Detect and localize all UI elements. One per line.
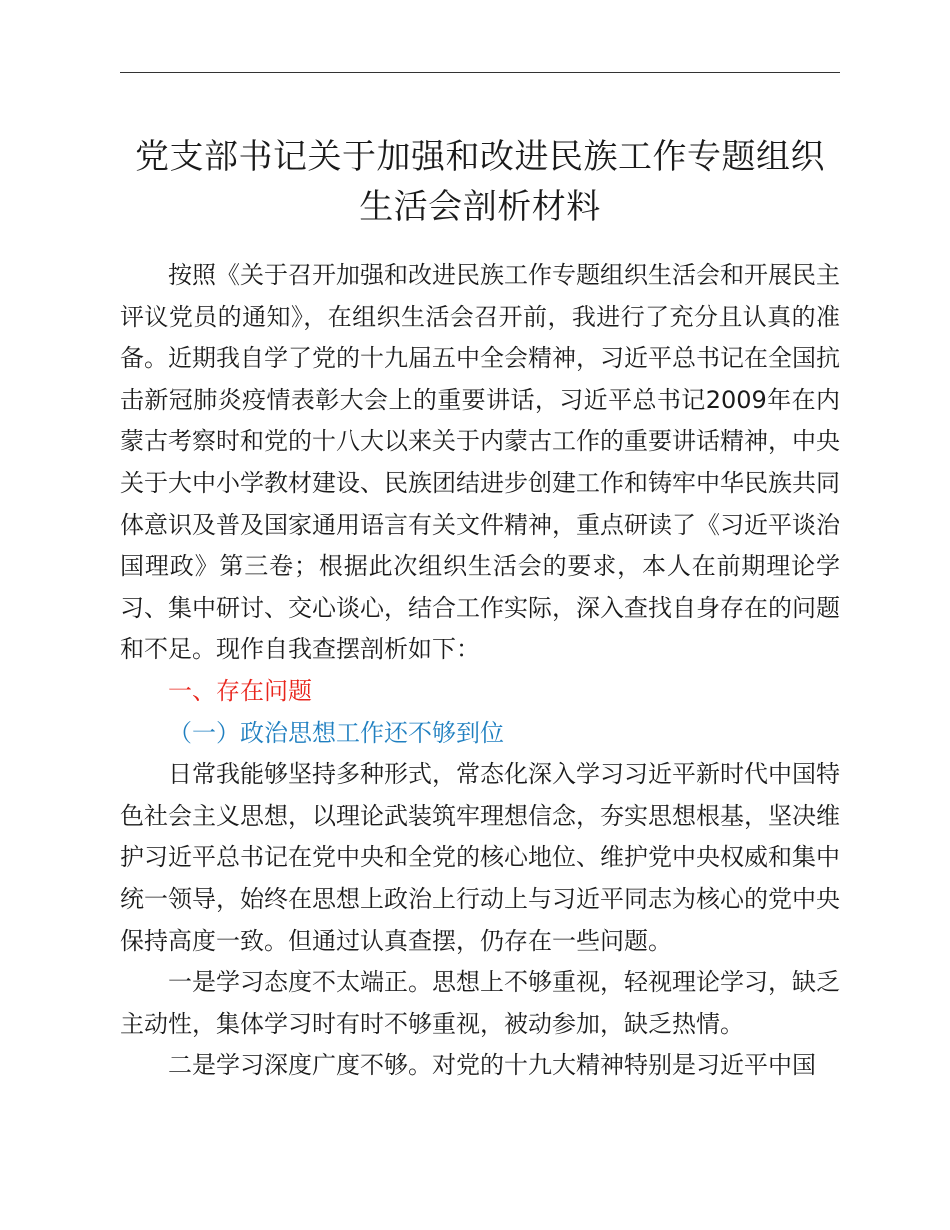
section-heading-problems: 一、存在问题 <box>168 676 312 705</box>
document-title: 党支部书记关于加强和改进民族工作专题组织生活会剖析材料 <box>135 137 825 227</box>
subsection-heading-political-work: （一）政治思想工作还不够到位 <box>168 718 504 747</box>
problem-two-paragraph: 二是学习深度广度不够。对党的十九大精神特别是习近平中国 <box>168 1051 816 1080</box>
header-rule <box>120 72 840 73</box>
document-body <box>120 255 840 1087</box>
intro-paragraph: 按照《关于召开加强和改进民族工作专题组织生活会和开展民主评议党员的通知》，在组织生活会召开前，我进行了充分且认真的准备。近期我自学了党的十九届五中全会精神，习近平总书记在全国抗击新冠肺炎疫情表彰大会上的重要讲话，习近平总书记2009年在内蒙古考察时和党的十八大以来关于内蒙古工作的重要讲话精神，中央关于大中小学教材建设、民族团结进步创建工作和铸牢中华民族共同体意识及普及国家通用语言有关文件精神，重点研读了《习近平谈治国理政》第三卷；根据此次组织生活会的要求，本人在前期理论学习、集中研讨、交心谈心，结合工作实际，深入查找自身存在的问题和不足。现作自我查摆剖析如下： <box>120 261 840 664</box>
problem-one-paragraph: 一是学习态度不太端正。思想上不够重视，轻视理论学习，缺乏主动性，集体学习时有时不够重视，被动参加，缺乏热情。 <box>120 968 840 1038</box>
political-work-paragraph: 日常我能够坚持多种形式，常态化深入学习习近平新时代中国特色社会主义思想，以理论武装筑牢理想信念，夯实思想根基，坚决维护习近平总书记在党中央和全党的核心地位、维护党中央权威和集中统一领导，始终在思想上政治上行动上与习近平同志为核心的党中央保持高度一致。但通过认真查摆，仍存在一些问题。 <box>120 760 840 955</box>
